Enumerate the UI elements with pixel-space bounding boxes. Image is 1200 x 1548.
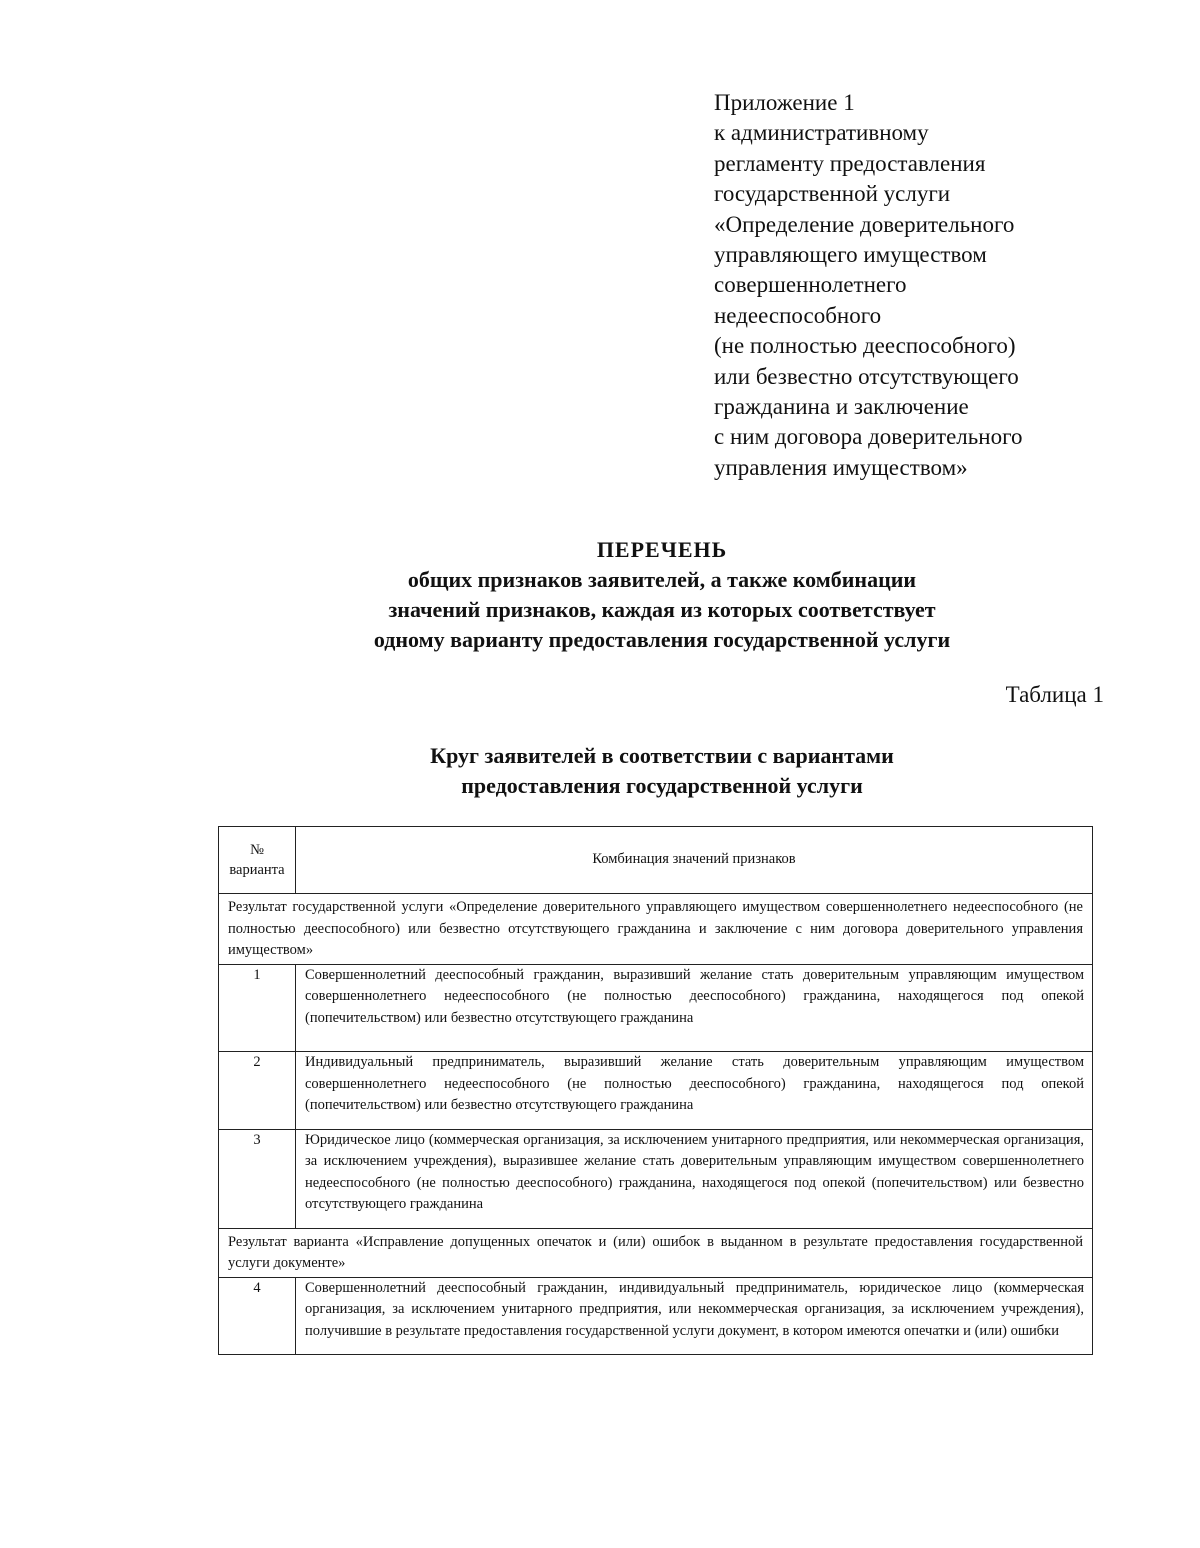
appendix-line: к административному (714, 120, 929, 146)
appendix-line: государственной услуги (714, 181, 951, 207)
table-row (219, 964, 1093, 1052)
table-row (219, 1052, 1093, 1130)
table-header-row (219, 827, 1093, 894)
variant-description: Совершеннолетний дееспособный гражданин, выразивший желание стать доверительным управляющим имуществом совершеннолетнего недееспособного (не полностью дееспособного) гражданина, находящегося под опекой (попечительством) или безвестно отсутствующего гражданина (296, 964, 1093, 1052)
heading-subtitle-line: значений признаков, каждая из которых соответствует (388, 597, 936, 622)
appendix-line: управления имуществом» (714, 454, 968, 480)
appendix-line: гражданина и заключение (714, 394, 969, 420)
appendix-line: управляющего имуществом (714, 242, 987, 268)
appendix-line: «Определение доверительного (714, 211, 1015, 237)
appendix-block (714, 88, 1154, 483)
appendix-line: Приложение 1 (714, 90, 855, 115)
variant-number: 3 (219, 1129, 296, 1228)
header-combination: Комбинация значений признаков (296, 827, 1093, 894)
group-row (219, 894, 1093, 965)
appendix-line: совершеннолетнего (714, 272, 907, 298)
table-title (360, 741, 964, 801)
table-title-line: предоставления государственной услуги (461, 773, 863, 798)
heading-subtitle-line: одному варианту предоставления государственной услуги (373, 627, 951, 652)
appendix-line: или безвестно отсутствующего (714, 363, 1019, 389)
header-number-word: варианта (229, 862, 285, 878)
variant-description: Совершеннолетний дееспособный гражданин, индивидуальный предприниматель, юридическое лицо (коммерческая организация, за исключением унитарного предприятия, или некоммерческая организация, за исключением учреждения), получившие в результате предоставления государственной услуги документ, в котором имеются опечатки и (или) ошибки (296, 1277, 1093, 1355)
variant-description: Юридическое лицо (коммерческая организация, за исключением унитарного предприятия, или некоммерческая организация, за исключением учреждения), выразившее желание стать доверительным управляющим имуществом совершеннолетнего недееспособного (не полностью дееспособного) гражданина, находящегося под опекой (попечительством) или безвестно отсутствующего гражданина (296, 1129, 1093, 1228)
header-variant-number (219, 827, 296, 894)
header-number-sign: № (250, 842, 264, 858)
appendix-line: (не полностью дееспособного) (714, 333, 1016, 359)
appendix-line: недееспособного (714, 302, 882, 328)
table-label: Таблица 1 (1005, 682, 1104, 707)
group-result-correction: Результат варианта «Исправление допущенных опечаток и (или) ошибок в выданном в результате предоставления государственной услуги документе» (219, 1228, 1093, 1277)
group-result-service: Результат государственной услуги «Определение доверительного управляющего имуществом совершеннолетнего недееспособного (не полностью дееспособного) или безвестно отсутствующего гражданина и заключение с ним договора доверительного управления имуществом» (219, 894, 1093, 965)
appendix-line: с ним договора доверительного (714, 424, 1023, 450)
variant-number: 4 (219, 1277, 296, 1355)
list-heading (200, 535, 1124, 655)
variant-description: Индивидуальный предприниматель, выразивший желание стать доверительным управляющим имуществом совершеннолетнего недееспособного (не полностью дееспособного) гражданина, находящегося под опекой (попечительством) или безвестно отсутствующего гражданина (296, 1052, 1093, 1130)
appendix-line: регламенту предоставления (714, 150, 986, 176)
variants-table (218, 826, 1093, 1355)
table-title-line: Круг заявителей в соответствии с вариантами (430, 743, 894, 768)
variant-number: 1 (219, 964, 296, 1052)
table-row (219, 1277, 1093, 1355)
heading-subtitle-line: общих признаков заявителей, а также комбинации (407, 567, 917, 592)
group-row (219, 1228, 1093, 1277)
heading-title: ПЕРЕЧЕНЬ (596, 537, 728, 562)
variant-number: 2 (219, 1052, 296, 1130)
table-row (219, 1129, 1093, 1228)
